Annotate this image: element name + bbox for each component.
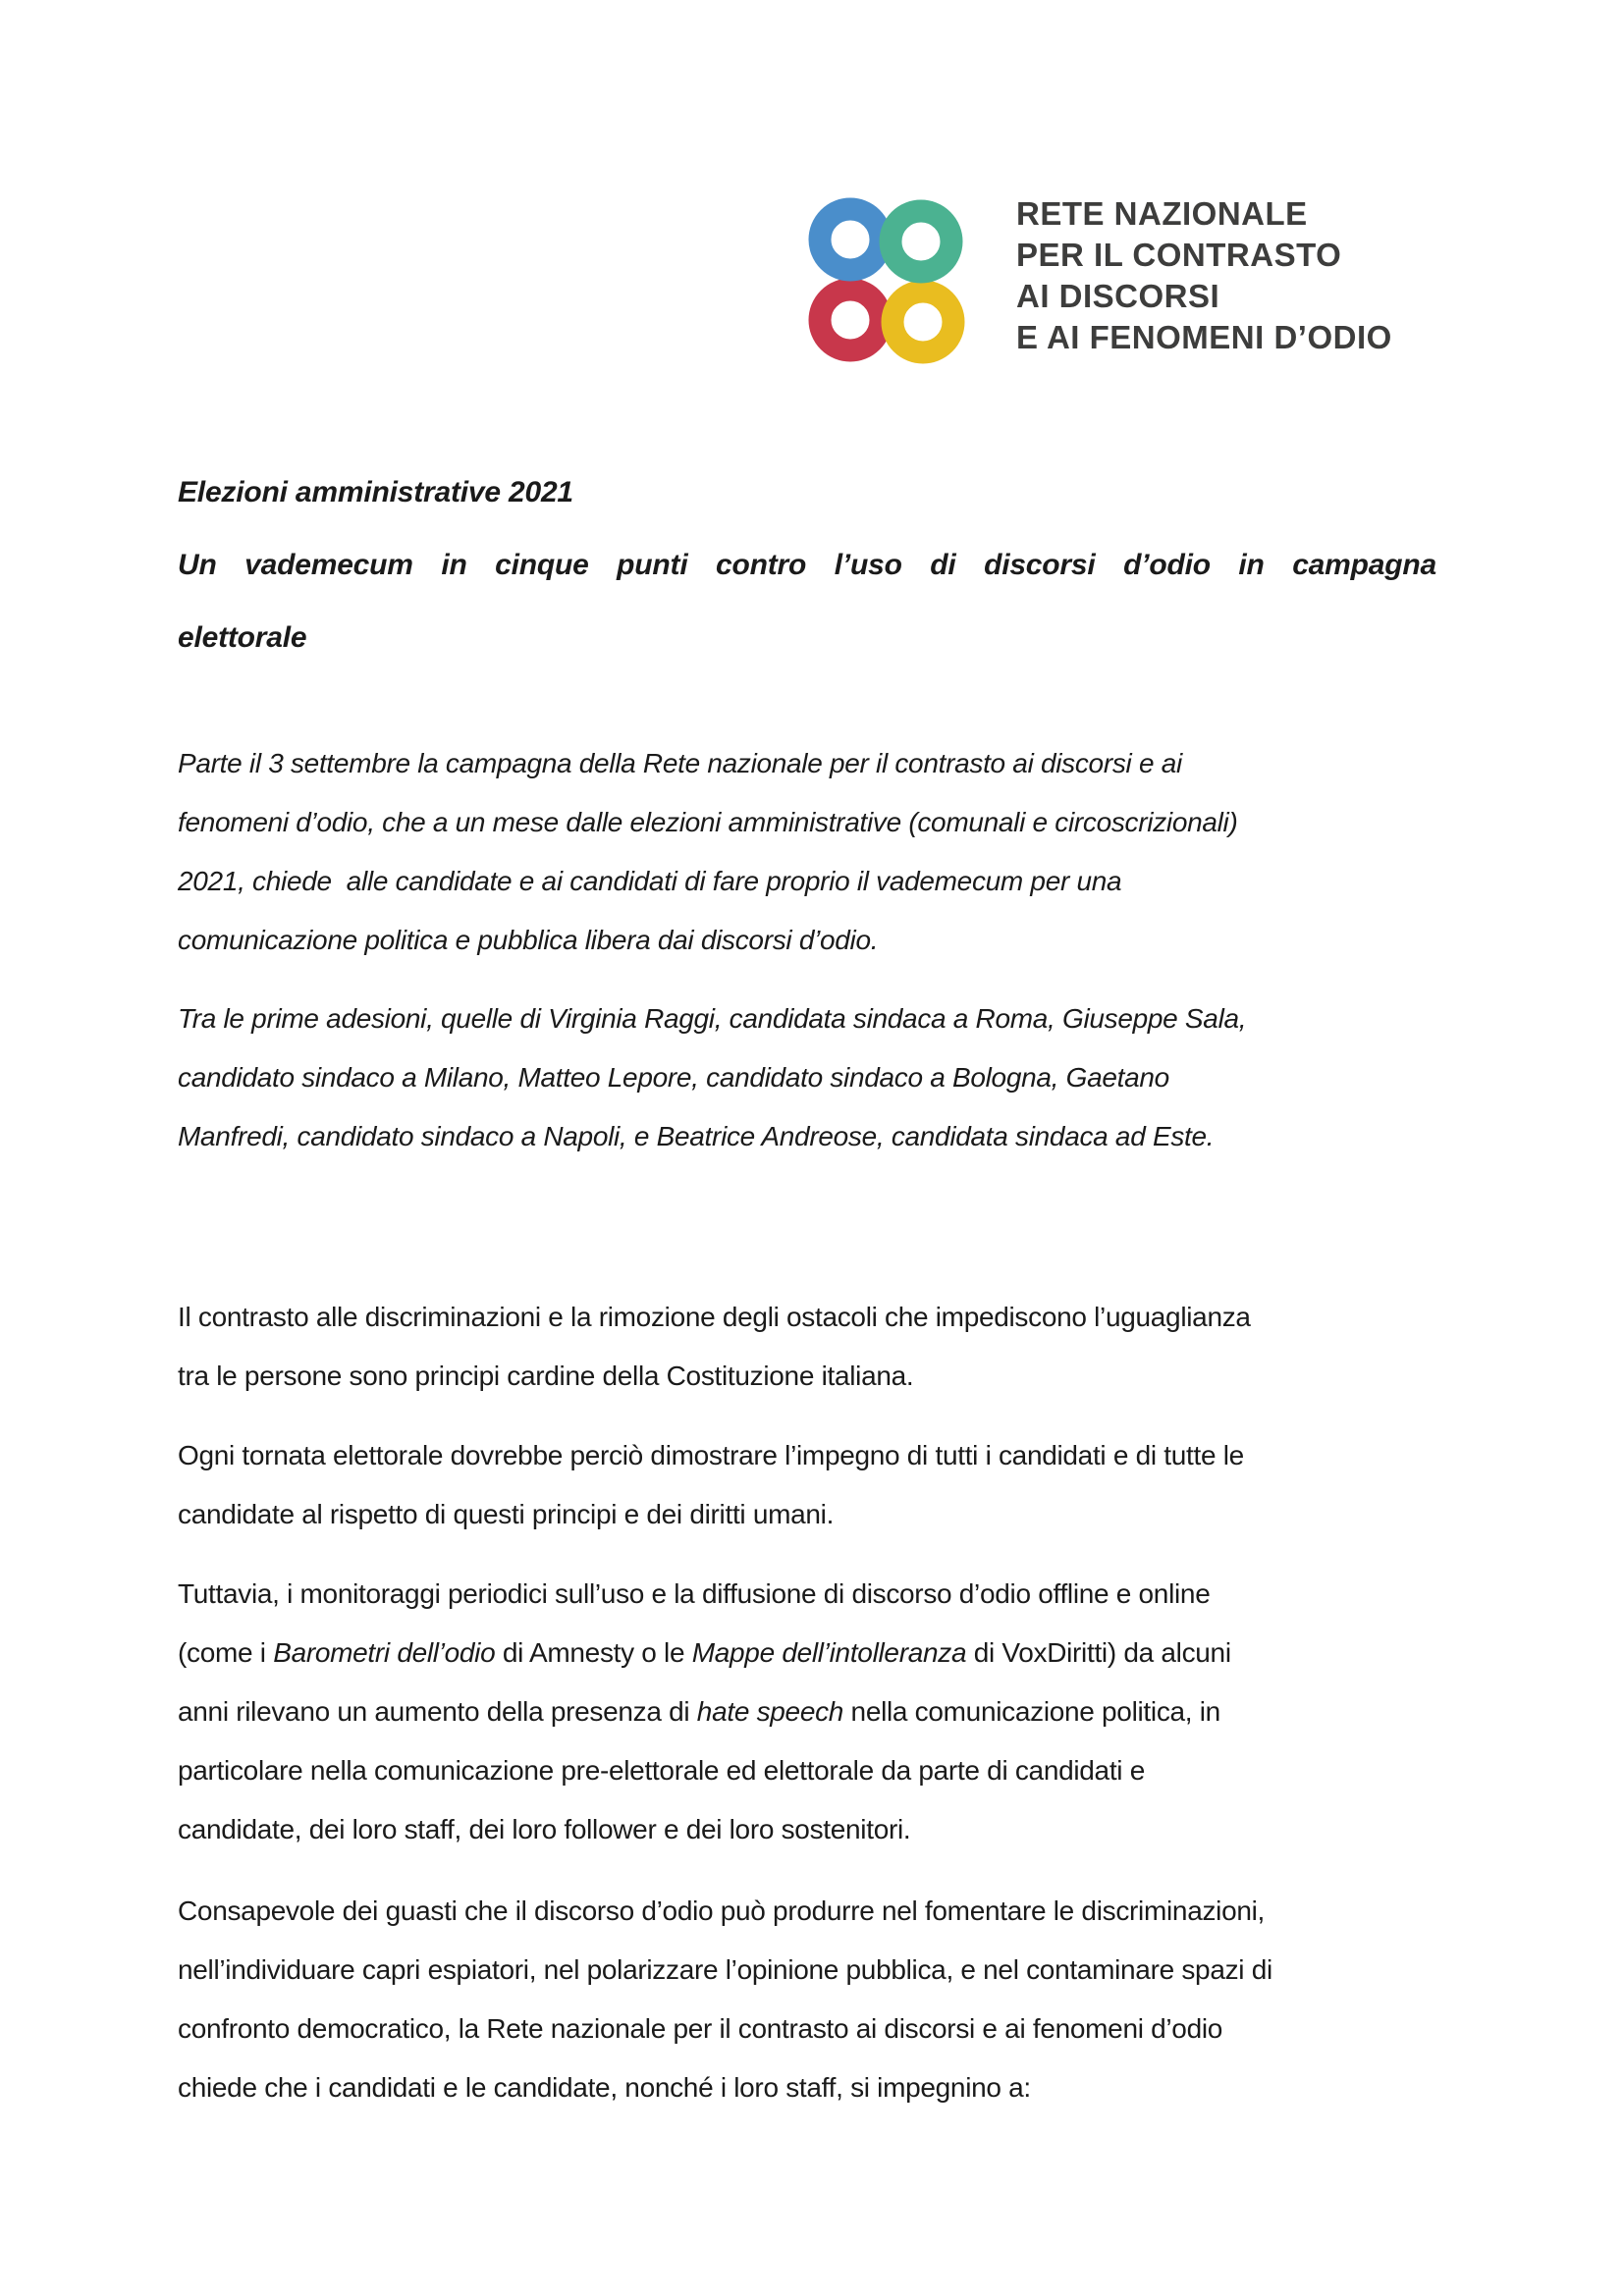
intro-paragraph-2	[178, 989, 1436, 1166]
body-paragraph-2	[178, 1426, 1436, 1544]
text-line: elettorale	[178, 621, 307, 654]
text-line: Un vademecum in cinque punti contro l’uso di discorsi d’odio in campagna	[178, 549, 1436, 581]
logo-ring-red	[820, 290, 881, 350]
body-paragraph-3	[178, 1565, 1436, 1859]
text-line: candidato sindaco a Milano, Matteo Lepore, candidato sindaco a Bologna, Gaetano	[178, 1062, 1169, 1093]
text-line: comunicazione politica e pubblica libera dai discorsi d’odio.	[178, 925, 879, 955]
body-paragraph-1	[178, 1288, 1436, 1406]
text-line: confronto democratico, la Rete nazionale per il contrasto ai discorsi e ai fenomeni d’odio	[178, 2013, 1223, 2044]
logo-wordmark-line-3: AI DISCORSI	[1016, 278, 1220, 314]
text-line: chiede che i candidati e le candidate, nonché i loro staff, si impegnino a:	[178, 2072, 1031, 2103]
logo-ring-green	[891, 211, 951, 272]
text-line: particolare nella comunicazione pre-elettorale ed elettorale da parte di candidati e	[178, 1755, 1145, 1786]
body-paragraph-4	[178, 1882, 1436, 2117]
rete-nazionale-logo-icon	[791, 183, 988, 379]
logo-wordmark-line-4: E AI FENOMENI D’ODIO	[1016, 319, 1392, 355]
text-line: Parte il 3 settembre la campagna della Rete nazionale per il contrasto ai discorsi e ai	[178, 748, 1182, 778]
text-line: anni rilevano un aumento della presenza di hate speech nella comunicazione politica, in	[178, 1696, 1220, 1727]
logo-ring-blue	[820, 209, 881, 270]
text-line: candidate al rispetto di questi principi e dei diritti umani.	[178, 1499, 835, 1529]
title	[178, 456, 1436, 674]
text-line: Il contrasto alle discriminazioni e la rimozione degli ostacoli che impediscono l’uguaglianza	[178, 1302, 1251, 1332]
text-line: (come i Barometri dell’odio di Amnesty o le Mappe dell’intolleranza di VoxDiritti) da alcuni	[178, 1637, 1231, 1668]
text-line: Manfredi, candidato sindaco a Napoli, e Beatrice Andreose, candidata sindaca ad Este.	[178, 1121, 1215, 1151]
text-line: nell’individuare capri espiatori, nel polarizzare l’opinione pubblica, e nel contaminare spazi di	[178, 1954, 1272, 1985]
text-line: fenomeni d’odio, che a un mese dalle elezioni amministrative (comunali e circoscrizionali)	[178, 807, 1238, 837]
logo-wordmark-line-2: PER IL CONTRASTO	[1016, 237, 1342, 273]
text-line: Tuttavia, i monitoraggi periodici sull’uso e la diffusione di discorso d’odio offline e online	[178, 1578, 1211, 1609]
text-line: Elezioni amministrative 2021	[178, 476, 573, 508]
logo-wordmark-line-1: RETE NAZIONALE	[1016, 195, 1308, 232]
text-line: Ogni tornata elettorale dovrebbe perciò dimostrare l’impegno di tutti i candidati e di tutte le	[178, 1440, 1244, 1470]
intro-paragraph-1	[178, 734, 1436, 970]
text-line: 2021, chiede alle candidate e ai candidati di fare proprio il vademecum per una	[178, 866, 1122, 896]
logo-ring-yellow	[893, 292, 953, 352]
text-line: Consapevole dei guasti che il discorso d’odio può produrre nel fomentare le discriminazioni,	[178, 1896, 1266, 1926]
text-line: Tra le prime adesioni, quelle di Virginia Raggi, candidata sindaca a Roma, Giuseppe Sala,	[178, 1003, 1247, 1034]
text-line: tra le persone sono principi cardine della Costituzione italiana.	[178, 1361, 914, 1391]
text-line: candidate, dei loro staff, dei loro follower e dei loro sostenitori.	[178, 1814, 911, 1844]
logo-wordmark	[1016, 193, 1392, 358]
